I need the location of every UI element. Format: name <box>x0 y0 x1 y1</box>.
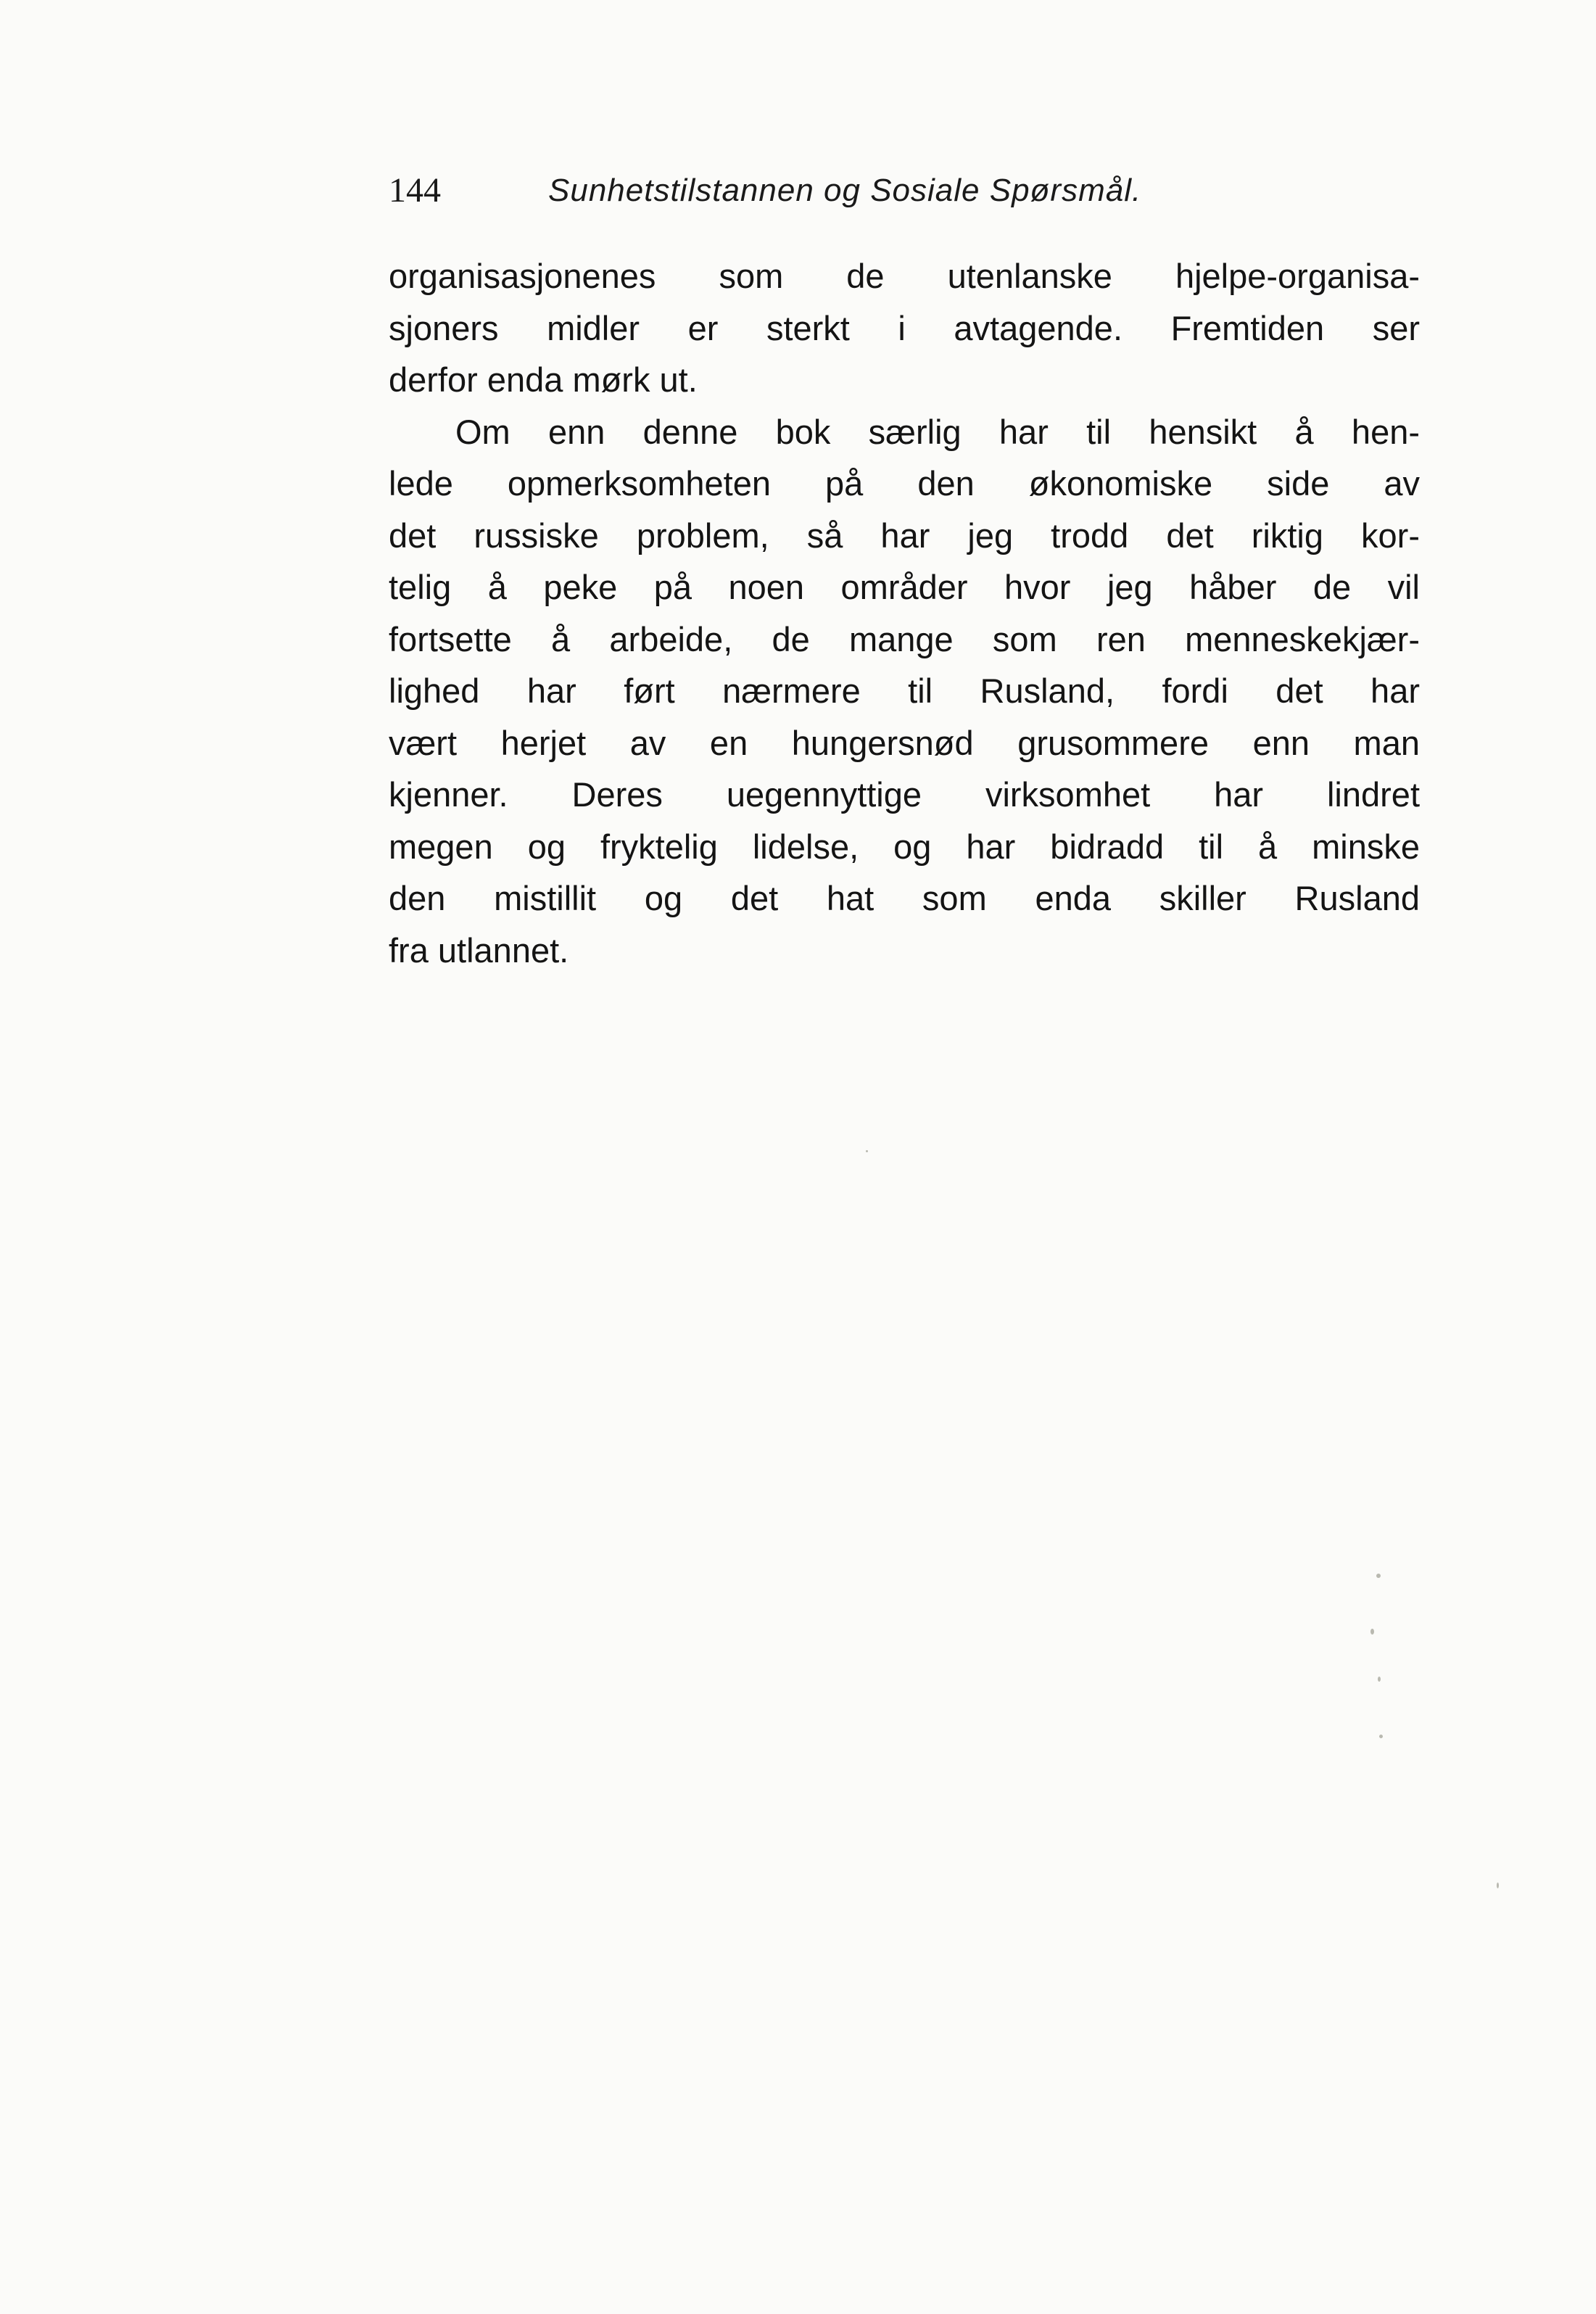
text-line: kjenner. Deres uegennyttige virksomhet har lindret <box>389 775 1420 814</box>
text-line: det russiske problem, så har jeg trodd det riktig kor- <box>389 516 1420 555</box>
text-line: derfor enda mørk ut. <box>389 360 698 399</box>
running-title: Sunhetstilstannen og Sosiale Spørsmål. <box>548 173 1142 208</box>
text-line: organisasjonenes som de utenlanske hjelpe-organisa- <box>389 257 1420 295</box>
text-line: telig å peke på noen områder hvor jeg håber de vil <box>389 568 1420 606</box>
text-line: fortsette å arbeide, de mange som ren menneskekjær- <box>389 619 1420 658</box>
scan-speck <box>1497 1883 1499 1888</box>
page-header <box>389 165 1259 216</box>
scan-speck <box>1376 1574 1381 1578</box>
text-line: lighed har ført nærmere til Rusland, fordi det har <box>389 672 1420 710</box>
body-text <box>389 250 1420 976</box>
scan-speck <box>866 1150 868 1152</box>
text-line: megen og fryktelig lidelse, og har bidradd til å minske <box>389 827 1420 866</box>
scan-speck <box>1370 1629 1374 1635</box>
text-line: sjoners midler er sterkt i avtagende. Fremtiden ser <box>389 308 1420 347</box>
scan-speck <box>1379 1735 1383 1738</box>
text-line: den mistillit og det hat som enda skiller Rusland <box>389 879 1420 917</box>
text-line: fra utlannet. <box>389 930 569 970</box>
scan-speck <box>1378 1677 1381 1682</box>
text-line: lede opmerksomheten på den økonomiske side av <box>389 464 1420 503</box>
text-line: vært herjet av en hungersnød grusommere enn man <box>389 723 1420 762</box>
page-number: 144 <box>389 171 441 210</box>
text-line: Om enn denne bok særlig har til hensikt å hen- <box>455 412 1420 451</box>
